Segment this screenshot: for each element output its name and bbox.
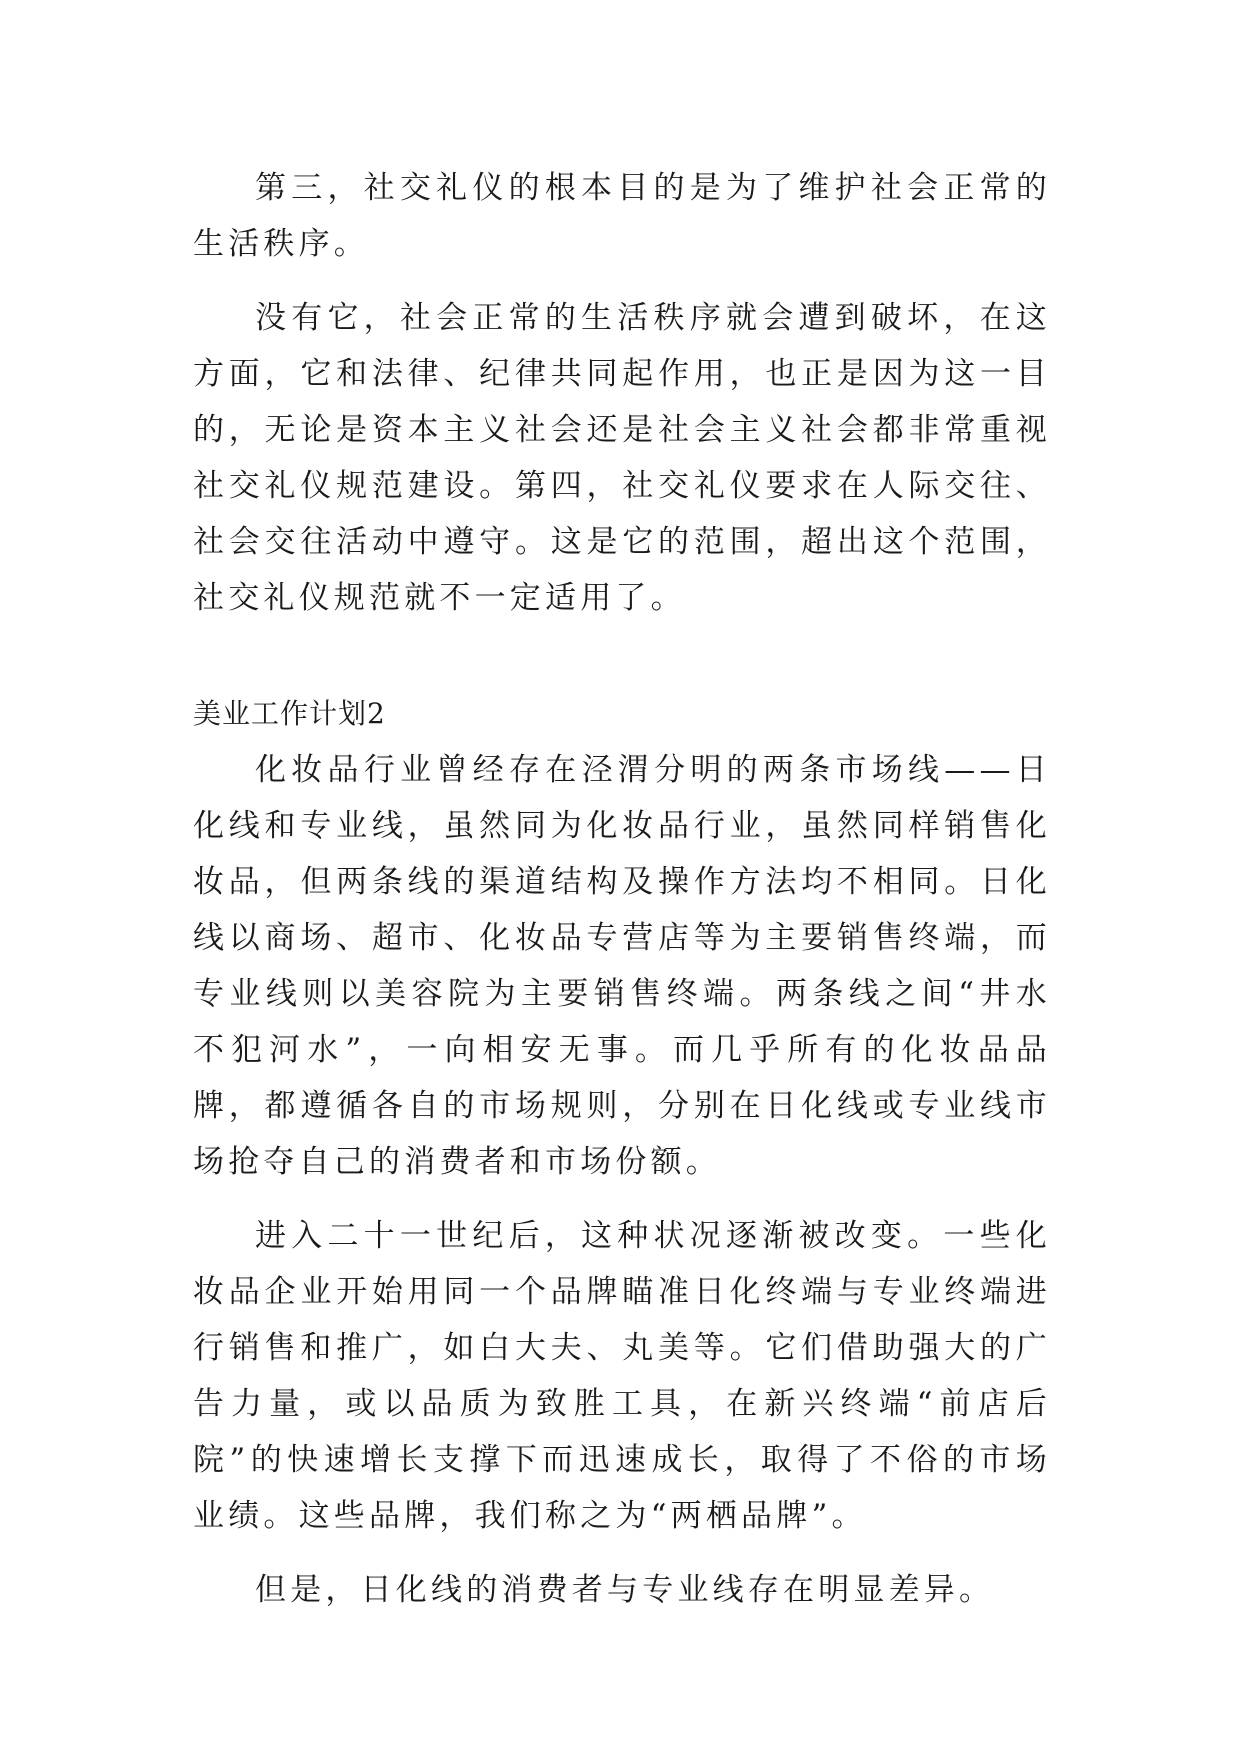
paragraph: 但是，日化线的消费者与专业线存在明显差异。	[255, 1572, 995, 1608]
paragraph-spacer	[193, 1190, 1051, 1208]
section-heading: 美业工作计划2	[193, 697, 386, 730]
paragraph: 化妆品行业曾经存在泾渭分明的两条市场线——日化线和专业线，虽然同为化妆品行业，虽然同样销售化妆品，但两条线的渠道结构及操作方法均不相同。日化线以商场、超市、化妆品专营店等为主要销售终端，而专业线则以美容院为主要销售终端。两条线之间“井水不犯河水”，一向相安无事。而几乎所有的化妆品品牌，都遵循各自的市场规则，分别在日化线或专业线市场抢夺自己的消费者和市场份额。	[193, 752, 1051, 1180]
paragraph: 进入二十一世纪后，这种状况逐渐被改变。一些化妆品企业开始用同一个品牌瞄准日化终端与专业终端进行销售和推广，如白大夫、丸美等。它们借助强大的广告力量，或以品质为致胜工具，在新兴终端“前店后院”的快速增长支撑下而迅速成长，取得了不俗的市场业绩。这些品牌，我们称之为“两栖品牌”。	[193, 1218, 1051, 1534]
section-spacer	[193, 626, 1051, 686]
paragraph-spacer	[193, 272, 1051, 290]
paragraph: 第三，社交礼仪的根本目的是为了维护社会正常的生活秩序。	[193, 170, 1051, 262]
paragraph-spacer	[193, 1544, 1051, 1562]
paragraph: 没有它，社会正常的生活秩序就会遭到破坏，在这方面，它和法律、纪律共同起作用，也正是因为这一目的，无论是资本主义社会还是社会主义社会都非常重视社交礼仪规范建设。第四，社交礼仪要求在人际交往、社会交往活动中遵守。这是它的范围，超出这个范围，社交礼仪规范就不一定适用了。	[193, 300, 1051, 616]
document-page	[193, 160, 1051, 1618]
